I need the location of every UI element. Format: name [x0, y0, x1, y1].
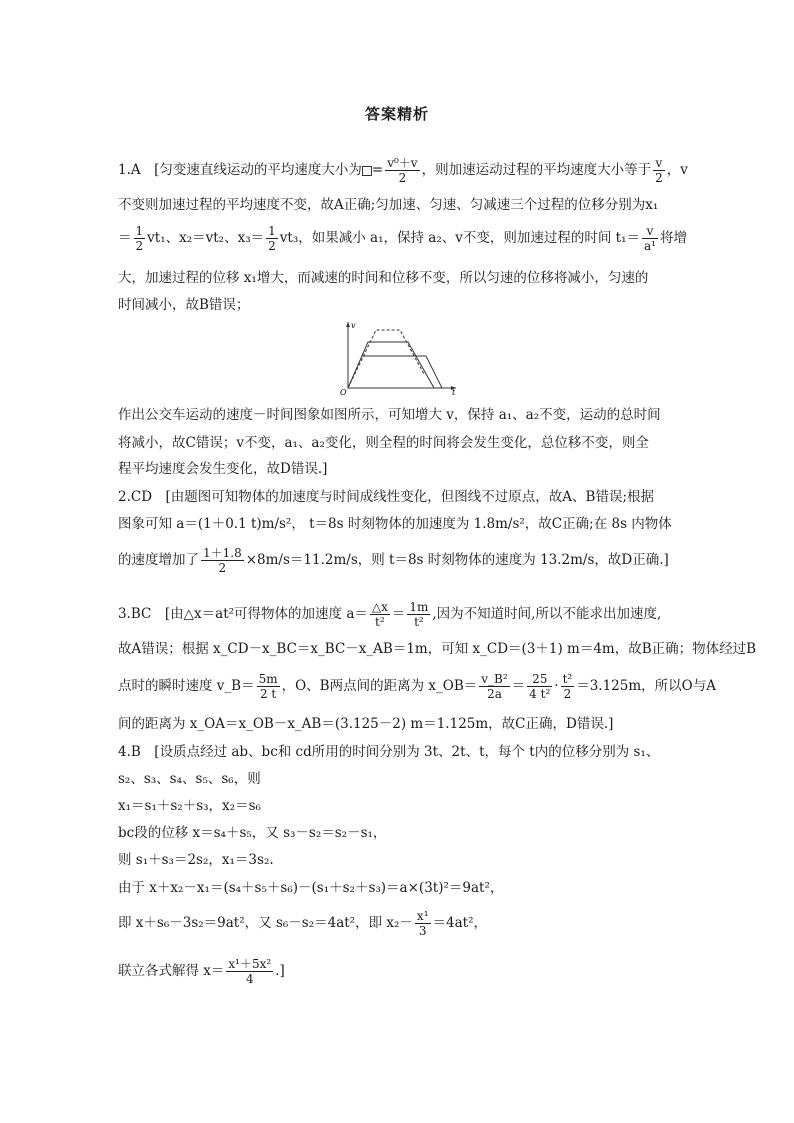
fraction: $\frac{v}{\text{a¹}}$	[644, 224, 656, 253]
fraction: $\frac{25}{\text{4 t²}}$	[529, 672, 551, 701]
q2-line-1: 2.CD [由题图可知物体的加速度与时间成线性变化，但图线不过原点，故A、B错误;根据	[118, 489, 655, 505]
fraction: $\frac{\text{v\_B²}}{2a}$	[481, 672, 508, 701]
q1-line-2: 不变则加速过程的平均速度不变，故A正确;匀加速、匀速、匀减速三个过程的位移分别为x₁	[118, 197, 659, 213]
fraction: $\frac{v}{2}$	[655, 156, 663, 185]
v-axis-arrow	[346, 322, 350, 327]
t-axis-label: t	[452, 388, 456, 396]
q1-text: ，则加速运动过程的平均速度大小等于	[421, 162, 652, 178]
q1-line-6: 作出公交车运动的速度－时间图象如图所示，可知增大 v，保持 a₁、a₂不变，运动的总时间	[118, 407, 661, 423]
q1-text: 1.A [匀变速直线运动的平均速度大小为	[118, 162, 362, 178]
q2-line-2: 图象可知 a＝(1＋0.1 t)m/s²， t＝8s 时刻物体的加速度为 1.8m/s²，故C正确;在 8s 内物体	[118, 516, 672, 532]
q4-line-6: 由于 x＋x₂－x₁＝(s₄＋s₅＋s₆)－(s₁＋s₂＋s₃)＝a×(3t)²＝9at²，	[118, 880, 504, 896]
q4-line-1: 4.B [设质点经过 ab、bc和 cd所用的时间分别为 3t、2t、t，每个 t内的位移分别为 s₁、	[118, 744, 660, 760]
fraction: $\frac{1+1.8}{2}$	[203, 546, 242, 575]
placeholder-box-icon	[362, 166, 372, 176]
trapezoid-line-2	[348, 330, 424, 388]
fraction: $\frac{1m}{\text{t²}}$	[409, 600, 429, 629]
q4-line-2: s₂、s₃、s₄、s₅、s₆，则	[118, 771, 261, 787]
q4-line-5: 则 s₁＋s₃＝2s₂，x₁＝3s₂.	[118, 852, 274, 868]
fraction: $\frac{1}{2}$	[135, 224, 144, 253]
velocity-time-graph	[336, 316, 462, 396]
q4-line-7: 即 x＋s₆－3s₂＝9at²，又 s₆－s₂＝4at²，即 x₂－ $\frac{\text{x¹}}{3}$ ＝4at²，	[118, 909, 487, 938]
trapezoid-line-1	[348, 342, 434, 388]
v-axis-label: v	[351, 321, 356, 330]
origin-label: O	[340, 388, 347, 396]
fraction: $\frac{\text{x¹＋5x²}}{4}$	[228, 957, 272, 986]
q4-line-8: 联立各式解得 x＝ $\frac{\text{x¹＋5x²}}{4}$ .]	[118, 957, 285, 986]
q4-line-4: bc段的位移 x＝s₄＋s₅，又 s₃－s₂＝s₂－s₁，	[118, 825, 387, 841]
q3-line-3: 点时的瞬时速度 v_B＝ $\frac{5m}{2 t}$ ，O、B两点间的距离为 x_OB＝ $\frac{\text{v\_B²}}{2a}$ ＝ $\frac{25}{\text{4 t²}}$ · $\frac{\text{t²}}{2}$ ＝3.125m，所以O与A	[118, 672, 716, 701]
fraction: $\frac{\text{t²}}{2}$	[562, 672, 573, 701]
q1-line-4: 大，加速过程的位移 x₁增大，而减速的时间和位移不变，所以匀速的位移将减小，匀速的	[118, 270, 649, 286]
q1-line-7: 将减小，故C错误；v不变，a₁、a₂变化，则全程的时间将会发生变化，总位移不变，则全	[118, 435, 649, 451]
q3-line-1: 3.BC [由△x＝at²可得物体的加速度 a＝ $\frac{\triangle x}{\text{t²}}$ ＝ $\frac{1m}{\text{t²}}$ ,因为不知道时间,所以不能求出加速度,	[118, 600, 662, 629]
fraction: $\frac{1}{2}$	[268, 224, 276, 253]
q4-line-3: x₁＝s₁＋s₂＋s₃，x₂＝s₆	[118, 798, 261, 814]
fraction: $\frac{\text{x¹}}{3}$	[416, 909, 429, 938]
fraction: $\frac{\triangle x}{\text{t²}}$	[371, 600, 388, 629]
q1-line-3: ＝ $\frac{1}{2}$ vt₁、x₂＝vt₂、x₃＝ $\frac{1}{2}$ vt₃，如果减小 a₁，保持 a₂、v不变，则加速过程的时间 t₁＝ $\frac{v}{\text{a¹}}$ 将增	[118, 224, 687, 253]
page-title: 答案精析	[364, 105, 429, 123]
q1-line-8: 程平均速度会发生变化，故D错误.]	[118, 461, 328, 477]
q3-line-4: 间的距离为 x_OA＝x_OB－x_AB＝(3.125－2) m＝1.125m，故C正确，D错误.]	[118, 716, 614, 732]
decel-segment	[426, 356, 442, 388]
q1-text: ，v	[666, 162, 688, 178]
q1-line-5: 时间减小，故B错误；	[118, 297, 250, 313]
fraction: $\frac{\text{v⁰＋v}}{2}$	[387, 156, 418, 185]
q1-line-1	[118, 156, 688, 185]
q3-line-2: 故A错误；根据 x_CD－x_BC＝x_BC－x_AB＝1m，可知 x_CD＝(3＋1) m＝4m，故B正确；物体经过B	[118, 641, 757, 657]
fraction: $\frac{5m}{2 t}$	[258, 672, 278, 701]
q1-text: =	[371, 162, 384, 178]
q2-line-3: 的速度增加了 $\frac{1+1.8}{2}$ ×8m/s＝11.2m/s，则 t＝8s 时刻物体的速度为 13.2m/s，故D正确.]	[118, 546, 669, 575]
